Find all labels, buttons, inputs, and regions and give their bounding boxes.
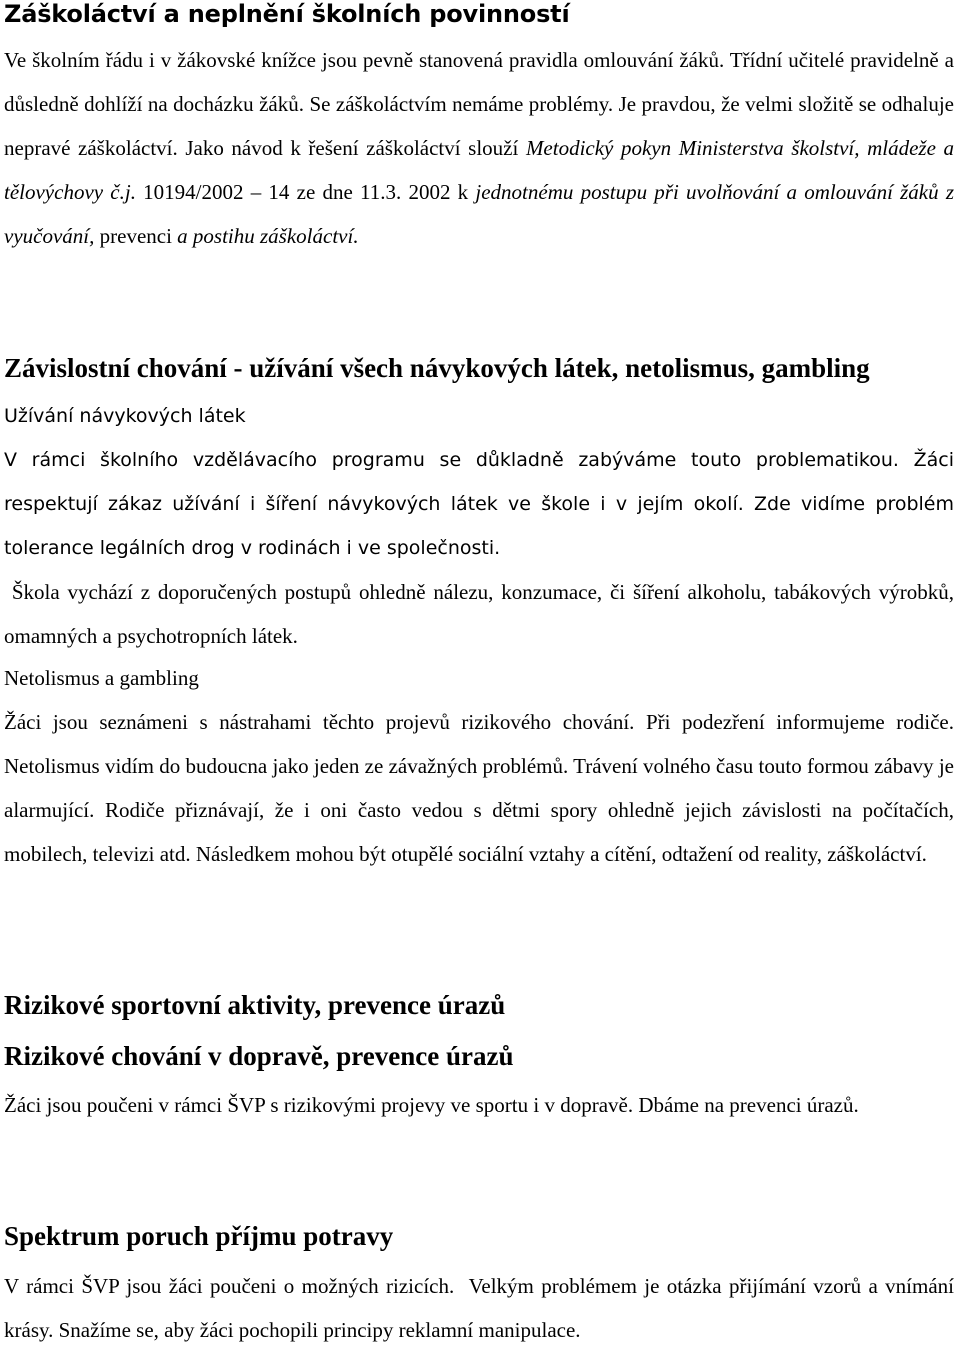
truancy-italic-procedure: jednotnému postupu při uvolňování a omlouvání žáků z vyučování, bbox=[4, 180, 954, 248]
netolism-paragraph: Žáci jsou seznámeni s nástrahami těchto projevů rizikového chování. Při podezření informujeme rodiče. Netolismus vidím do budoucna jako jeden ze závažných problémů. Trávení volného času touto formou zábavy je alarmující. Rodiče přiznávají, že i oni často vedou s dětmi spory ohledně jejich závislosti na počítačích, mobilech, televizi atd. Následkem mohou být otupělé sociální vztahy a cítění, odtažení od reality, záškoláctví. bbox=[4, 710, 954, 866]
truancy-text-3: 10194/2002 – 14 ze dne 11.3. 2002 k bbox=[135, 180, 476, 204]
truancy-text-2: Třídní učitelé pravidelně a důsledně dohlíží na docházku žáků. Se záškoláctvím nemáme problémy. Je pravdou, že velmi složitě se odhaluje nepravé záškoláctví. Jako návod k řešení záškoláctví slouží bbox=[4, 48, 954, 160]
section-heading-truancy: Záškoláctví a neplnění školních povinností bbox=[4, 0, 570, 28]
section-heading-traffic: Rizikové chování v dopravě, prevence úrazů bbox=[4, 1041, 514, 1071]
section-heading-addiction: Závislostní chování - užívání všech návykových látek, netolismus, gambling bbox=[4, 353, 870, 383]
truancy-text-4: prevenci bbox=[94, 224, 178, 248]
section-heading-sports: Rizikové sportovní aktivity, prevence úrazů bbox=[4, 990, 506, 1020]
addiction-paragraph-1: V rámci školního vzdělávacího programu se důkladně zabýváme touto problematikou. Žáci respektují zákaz užívání i šíření návykových látek ve škole i v jejím okolí. Zde vidíme problém tolerance legálních drog v rodinách i ve společnosti. bbox=[4, 449, 954, 559]
sports-traffic-paragraph: Žáci jsou poučeni v rámci ŠVP s rizikovými projevy ve sportu i v dopravě. Dbáme na prevenci úrazů. bbox=[4, 1093, 859, 1117]
addiction-subtitle: Užívání návykových látek bbox=[4, 405, 246, 427]
truancy-italic-postihu: a postihu záškoláctví. bbox=[177, 224, 359, 248]
truancy-paragraph bbox=[4, 38, 954, 258]
truancy-italic-guideline: Metodický pokyn Ministerstva školství, mládeže a tělovýchovy č.j. bbox=[4, 136, 954, 204]
eating-disorders-paragraph: V rámci ŠVP jsou žáci poučeni o možných rizicích. Velkým problémem je otázka přijímání vzorů a vnímání krásy. Snažíme se, aby žáci pochopili principy reklamní manipulace. bbox=[4, 1274, 960, 1342]
addiction-paragraph-2: Škola vychází z doporučených postupů ohledně nálezu, konzumace, či šíření alkoholu, tabákových výrobků, omamných a psychotropních látek. bbox=[4, 580, 960, 648]
netolism-subtitle: Netolismus a gambling bbox=[4, 666, 199, 690]
section-heading-eating-disorders: Spektrum poruch příjmu potravy bbox=[4, 1221, 394, 1251]
truancy-text-1: Ve školním řádu i v žákovské knížce jsou pevně stanovená pravidla omlouvání žáků. bbox=[4, 48, 725, 72]
